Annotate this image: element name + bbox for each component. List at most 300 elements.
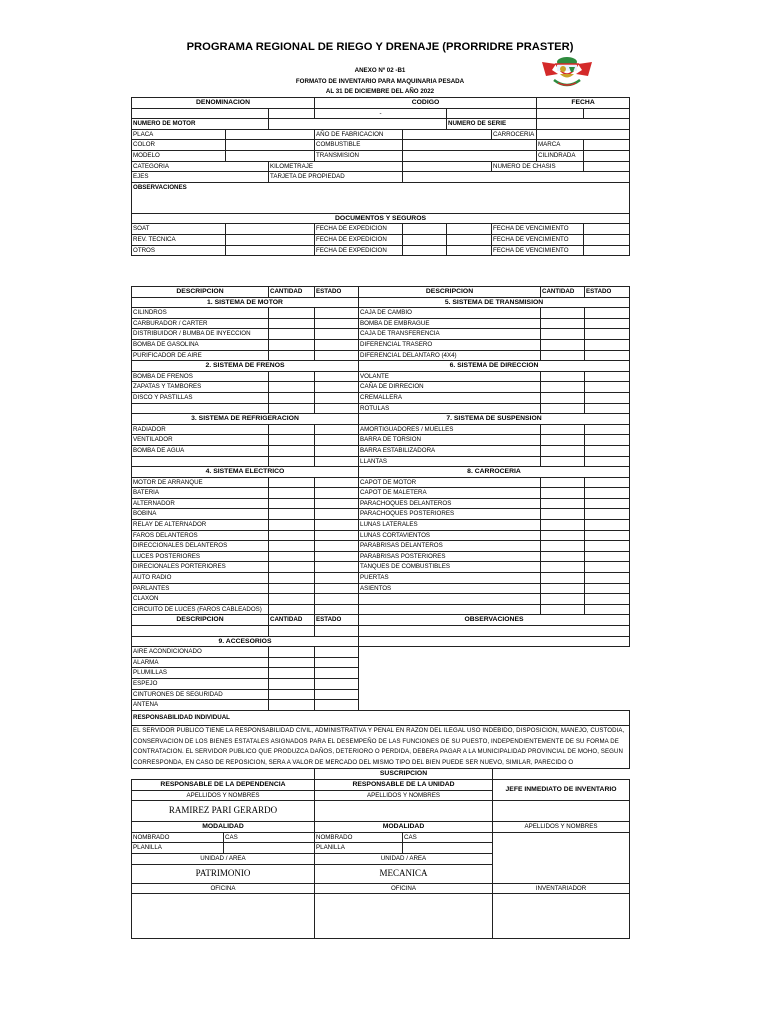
estado-cell[interactable]	[585, 573, 630, 584]
observaciones-cell[interactable]	[359, 647, 630, 658]
cantidad-cell[interactable]	[541, 339, 585, 350]
doc-soat-label: SOAT	[132, 224, 226, 235]
area-value-2[interactable]: MECANICA	[315, 864, 493, 883]
observaciones-cell[interactable]	[359, 678, 630, 689]
observaciones-cell[interactable]	[359, 700, 630, 711]
inventory-item: CILINDROS	[132, 308, 269, 319]
cantidad-cell[interactable]	[541, 424, 585, 435]
estado-cell[interactable]	[315, 318, 359, 329]
inventory-item: DIRECCIONALES DELANTEROS	[132, 541, 269, 552]
estado-cell[interactable]	[585, 329, 630, 340]
estado-cell[interactable]	[315, 541, 359, 552]
denominacion-value[interactable]	[132, 108, 269, 119]
inventory-row	[132, 361, 630, 372]
tarjeta-label: TARJETA DE PROPIEDAD	[269, 172, 403, 183]
inventory-row	[132, 573, 630, 584]
cantidad-cell[interactable]	[269, 382, 315, 393]
inventory-item: CAJA DE CAMBIO	[359, 308, 541, 319]
inventory-item: PARACHOQUES POSTERIORES	[359, 509, 541, 520]
estado-cell[interactable]	[315, 678, 359, 689]
inventory-item: ESPEJO	[132, 678, 269, 689]
estado-cell[interactable]	[315, 700, 359, 711]
inventory-row	[132, 498, 630, 509]
estado-cell[interactable]	[585, 509, 630, 520]
estado-cell[interactable]	[585, 339, 630, 350]
nombrado-label-1: NOMBRADO	[132, 832, 224, 843]
oficina-sign-area-2[interactable]	[315, 894, 493, 939]
oficina-label-2: OFICINA	[315, 883, 493, 894]
responsibility-table	[131, 710, 630, 939]
estado-cell[interactable]	[315, 392, 359, 403]
inventory-row	[132, 297, 630, 308]
estado-cell[interactable]	[315, 456, 359, 467]
accesorio-row	[132, 668, 630, 679]
cantidad-cell[interactable]	[269, 700, 315, 711]
color-value[interactable]	[226, 140, 315, 151]
transmision-label: TRANSMISION	[315, 150, 403, 161]
doc-vencimiento-label: FECHA DE VENCIMIENTO	[492, 234, 584, 245]
estado-cell[interactable]	[315, 350, 359, 361]
cantidad-cell[interactable]	[541, 509, 585, 520]
section-header: 2. SISTEMA DE FRENOS	[132, 361, 359, 372]
cantidad-cell[interactable]	[541, 573, 585, 584]
peru-coat-of-arms-logo	[538, 50, 596, 90]
estado-cell[interactable]	[315, 604, 359, 615]
apellidos-label-3: APELLIDOS Y NOMBRES	[493, 822, 630, 833]
descripcion-header-2: DESCRIPCION	[132, 615, 269, 626]
cantidad-cell[interactable]	[269, 456, 315, 467]
doc-vencimiento-value[interactable]	[584, 234, 630, 245]
inventory-row	[132, 594, 630, 605]
doc-revtecnica-value[interactable]	[226, 234, 315, 245]
doc-expedicion-label: FECHA DE EXPEDICION	[315, 224, 403, 235]
cantidad-cell[interactable]	[269, 339, 315, 350]
cantidad-cell[interactable]	[269, 329, 315, 340]
vehicle-identification-table	[131, 97, 630, 256]
jefe-name[interactable]	[493, 801, 630, 822]
cantidad-cell[interactable]	[541, 562, 585, 573]
cantidad-cell[interactable]	[269, 308, 315, 319]
estado-header: ESTADO	[315, 287, 359, 298]
estado-cell[interactable]	[315, 573, 359, 584]
modelo-label: MODELO	[132, 150, 226, 161]
inventory-item: DIFERENCIAL TRASERO	[359, 339, 541, 350]
cantidad-header: CANTIDAD	[269, 287, 315, 298]
doc-otros-value[interactable]	[226, 245, 315, 256]
cantidad-cell[interactable]	[269, 350, 315, 361]
combustible-value[interactable]	[403, 140, 537, 151]
blank-cell[interactable]	[359, 594, 541, 605]
modalidad-header-1: MODALIDAD	[132, 822, 315, 833]
section-header: 1. SISTEMA DE MOTOR	[132, 297, 359, 308]
anio-fabricacion-label: AÑO DE FABRICACION	[315, 129, 403, 140]
inventory-row	[132, 435, 630, 446]
blank-cell[interactable]	[132, 456, 269, 467]
cantidad-cell[interactable]	[269, 573, 315, 584]
inventory-item: ZAPATAS Y TAMBORES	[132, 382, 269, 393]
estado-cell[interactable]	[315, 647, 359, 658]
modelo-value[interactable]	[226, 150, 315, 161]
cantidad-cell[interactable]	[269, 509, 315, 520]
cantidad-cell[interactable]	[541, 382, 585, 393]
inventory-item: MOTOR DE ARRANQUE	[132, 477, 269, 488]
inventory-item: BATERIA	[132, 488, 269, 499]
estado-cell[interactable]	[315, 530, 359, 541]
estado-cell[interactable]	[585, 445, 630, 456]
blank-cell[interactable]	[132, 403, 269, 414]
inventory-row	[132, 467, 630, 478]
inventory-item: BOMBA DE EMBRAGUE	[359, 318, 541, 329]
inventory-row	[132, 403, 630, 414]
cantidad-cell[interactable]	[541, 456, 585, 467]
cantidad-cell[interactable]	[541, 583, 585, 594]
descripcion-header: DESCRIPCION	[132, 287, 269, 298]
fecha-value-2[interactable]	[584, 108, 630, 119]
numero-serie-label: NUMERO DE SERIE	[447, 119, 537, 130]
inventory-row	[132, 308, 630, 319]
inventory-item: PARACHOQUES DELANTEROS	[359, 498, 541, 509]
section-header: 4. SISTEMA ELECTRICO	[132, 467, 359, 478]
cantidad-cell[interactable]	[269, 445, 315, 456]
estado-cell[interactable]	[585, 562, 630, 573]
cantidad-cell[interactable]	[269, 668, 315, 679]
area-value-1[interactable]: PATRIMONIO	[132, 864, 315, 883]
annex-number: ANEXO Nº 02 -B1	[354, 67, 406, 74]
inventory-row	[132, 392, 630, 403]
accesorios-header-row	[132, 615, 630, 626]
estado-cell[interactable]	[315, 403, 359, 414]
inventory-item: BOBINA	[132, 509, 269, 520]
estado-cell[interactable]	[585, 604, 630, 615]
inventory-item: DISTRIBUIDOR / BUMBA DE INYECCION	[132, 329, 269, 340]
combustible-label: COMBUSTIBLE	[315, 140, 403, 151]
cantidad-cell[interactable]	[541, 530, 585, 541]
estado-cell[interactable]	[315, 488, 359, 499]
estado-header-2: ESTADO	[315, 615, 359, 626]
modalidad-header-2: MODALIDAD	[315, 822, 493, 833]
inventory-item: CIRCUITO DE LUCES (FAROS CABLEADOS)	[132, 604, 269, 615]
cantidad-cell[interactable]	[269, 318, 315, 329]
doc-vencimiento-label: FECHA DE VENCIMIENTO	[492, 245, 584, 256]
transmision-value[interactable]	[403, 150, 537, 161]
doc-expedicion-value[interactable]	[403, 234, 447, 245]
cantidad-header-2: CANTIDAD	[269, 615, 315, 626]
estado-cell[interactable]	[315, 509, 359, 520]
doc-expedicion-value-2[interactable]	[447, 224, 492, 235]
section-header: 8. CARROCERIA	[359, 467, 630, 478]
doc-vencimiento-value[interactable]	[584, 245, 630, 256]
estado-cell[interactable]	[585, 318, 630, 329]
responsable-dependencia-name[interactable]: RAMIREZ PARI GERARDO	[132, 801, 315, 822]
cantidad-cell[interactable]	[269, 371, 315, 382]
resp-dependencia-header: RESPONSABLE DE LA DEPENDENCIA	[132, 779, 315, 790]
cantidad-cell[interactable]	[269, 689, 315, 700]
suscripcion-header: SUSCRIPCION	[315, 769, 493, 780]
cantidad-cell[interactable]	[269, 477, 315, 488]
doc-revtecnica-label: REV. TECNICA	[132, 234, 226, 245]
accesorio-row	[132, 678, 630, 689]
estado-cell[interactable]	[585, 382, 630, 393]
inventory-item: PLUMILLAS	[132, 668, 269, 679]
estado-cell[interactable]	[585, 541, 630, 552]
estado-cell[interactable]	[585, 498, 630, 509]
doc-expedicion-label: FECHA DE EXPEDICION	[315, 245, 403, 256]
inventory-item: PARABRISAS POSTERIORES	[359, 551, 541, 562]
inventory-item: RELAY DE ALTERNADOR	[132, 520, 269, 531]
inventariador-sign-area[interactable]	[493, 832, 630, 883]
estado-cell[interactable]	[315, 594, 359, 605]
inventory-item: AUTO RADIO	[132, 573, 269, 584]
inventory-row	[132, 350, 630, 361]
cantidad-cell[interactable]	[269, 403, 315, 414]
accesorio-row	[132, 657, 630, 668]
inventory-item: ROTULAS	[359, 403, 541, 414]
estado-cell[interactable]	[585, 477, 630, 488]
cantidad-cell[interactable]	[269, 424, 315, 435]
cas-label-2: CAS	[403, 832, 493, 843]
doc-expedicion-label: FECHA DE EXPEDICION	[315, 234, 403, 245]
inventory-row	[132, 541, 630, 552]
codigo-header: CODIGO	[315, 98, 537, 109]
doc-expedicion-value-2[interactable]	[447, 245, 492, 256]
marca-value[interactable]	[584, 140, 630, 151]
estado-cell[interactable]	[585, 551, 630, 562]
cilindrada-value[interactable]	[584, 150, 630, 161]
inventory-row	[132, 551, 630, 562]
estado-cell[interactable]	[315, 435, 359, 446]
estado-cell[interactable]	[585, 424, 630, 435]
inventory-item: CARBURADOR / CARTER	[132, 318, 269, 329]
doc-expedicion-value-2[interactable]	[447, 234, 492, 245]
cantidad-cell[interactable]	[269, 488, 315, 499]
codigo-value[interactable]: -	[315, 108, 447, 119]
inventory-item: CAPOT DE MALETERA	[359, 488, 541, 499]
inventory-item: BOMBA DE AGUA	[132, 445, 269, 456]
inventory-item: DIRECIONALES PORTERIORES	[132, 562, 269, 573]
fecha-value[interactable]	[537, 108, 584, 119]
fecha-header: FECHA	[537, 98, 630, 109]
inventory-item: BOMBA DE GASOLINA	[132, 339, 269, 350]
estado-cell[interactable]	[315, 520, 359, 531]
estado-cell[interactable]	[315, 689, 359, 700]
kilometraje-label: KILOMETRAJE	[269, 161, 403, 172]
observaciones-cell[interactable]	[359, 689, 630, 700]
estado-header-right: ESTADO	[585, 287, 630, 298]
planilla-value-1[interactable]	[224, 843, 315, 854]
cantidad-cell[interactable]	[269, 520, 315, 531]
doc-vencimiento-value[interactable]	[584, 224, 630, 235]
estado-cell[interactable]	[585, 520, 630, 531]
estado-cell[interactable]	[585, 456, 630, 467]
cantidad-cell[interactable]	[541, 318, 585, 329]
accesorio-row	[132, 626, 630, 637]
section-header: 6. SISTEMA DE DIRECCION	[359, 361, 630, 372]
cantidad-cell[interactable]	[541, 371, 585, 382]
observaciones-cell[interactable]	[359, 668, 630, 679]
planilla-value-2[interactable]	[403, 843, 493, 854]
estado-cell[interactable]	[315, 424, 359, 435]
numero-serie-value[interactable]	[537, 119, 630, 130]
observaciones-cell[interactable]	[359, 657, 630, 668]
cantidad-cell[interactable]	[269, 541, 315, 552]
cantidad-cell[interactable]	[541, 477, 585, 488]
estado-cell[interactable]	[315, 371, 359, 382]
cantidad-cell[interactable]	[541, 594, 585, 605]
cantidad-cell[interactable]	[541, 392, 585, 403]
inventory-row	[132, 604, 630, 615]
estado-cell[interactable]	[585, 594, 630, 605]
inventory-item: FAROS DELANTEROS	[132, 530, 269, 541]
denominacion-value-2[interactable]	[269, 108, 315, 119]
cas-label-1: CAS	[224, 832, 315, 843]
doc-expedicion-value[interactable]	[403, 224, 447, 235]
estado-cell[interactable]	[315, 445, 359, 456]
inventory-item: TANQUES DE COMBUSTIBLES	[359, 562, 541, 573]
estado-cell[interactable]	[315, 668, 359, 679]
estado-cell[interactable]	[585, 583, 630, 594]
cantidad-cell[interactable]	[269, 562, 315, 573]
estado-cell[interactable]	[585, 371, 630, 382]
numero-motor-label: NUMERO DE MOTOR	[132, 119, 269, 130]
doc-soat-value[interactable]	[226, 224, 315, 235]
cantidad-cell[interactable]	[541, 498, 585, 509]
estado-cell[interactable]	[315, 382, 359, 393]
inventory-item: LUNAS LATERALES	[359, 520, 541, 531]
observaciones-cell[interactable]	[359, 636, 630, 647]
inventory-item: AIRE ACONDICIONADO	[132, 647, 269, 658]
tarjeta-value[interactable]	[403, 172, 630, 183]
accesorio-row	[132, 636, 630, 647]
estado-cell[interactable]	[315, 583, 359, 594]
kilometraje-value[interactable]	[403, 161, 492, 172]
estado-cell[interactable]	[585, 350, 630, 361]
inventory-row	[132, 583, 630, 594]
documentos-header: DOCUMENTOS Y SEGUROS	[132, 213, 630, 224]
estado-cell[interactable]	[315, 477, 359, 488]
cantidad-cell[interactable]	[541, 435, 585, 446]
estado-cell[interactable]	[315, 329, 359, 340]
estado-cell[interactable]	[315, 498, 359, 509]
inventory-item: ALARMA	[132, 657, 269, 668]
numero-chasis-label: NUMERO DE CHASIS	[492, 161, 584, 172]
cantidad-cell[interactable]	[269, 678, 315, 689]
date-line: AL 31 DE DICIEMBRE DEL AÑO 2022	[325, 88, 435, 95]
inventariador-label: INVENTARIADOR	[493, 883, 630, 894]
cantidad-cell[interactable]	[269, 626, 315, 637]
cantidad-cell[interactable]	[269, 392, 315, 403]
cantidad-cell[interactable]	[541, 551, 585, 562]
inventory-item: CAPOT DE MOTOR	[359, 477, 541, 488]
observaciones-cell[interactable]	[359, 626, 630, 637]
estado-cell[interactable]	[585, 392, 630, 403]
inventory-row	[132, 371, 630, 382]
inventory-item: LUNAS CORTAVIENTOS	[359, 530, 541, 541]
placa-value[interactable]	[226, 129, 315, 140]
estado-cell[interactable]	[315, 562, 359, 573]
inventory-item: PURIFICADOR DE AIRE	[132, 350, 269, 361]
inventory-row	[132, 520, 630, 531]
estado-cell[interactable]	[585, 308, 630, 319]
inventory-row	[132, 382, 630, 393]
cantidad-cell[interactable]	[269, 657, 315, 668]
estado-cell[interactable]	[315, 339, 359, 350]
numero-motor-value[interactable]	[269, 119, 447, 130]
inventory-row	[132, 456, 630, 467]
marca-label: MARCA	[537, 140, 584, 151]
numero-chasis-value[interactable]	[584, 161, 630, 172]
inventory-item: VENTILADOR	[132, 435, 269, 446]
carroceria-value[interactable]	[537, 129, 630, 140]
cantidad-cell[interactable]	[541, 488, 585, 499]
observaciones-header: OBSERVACIONES	[359, 615, 630, 626]
apellidos-label-1: APELLIDOS Y NOMBRES	[132, 790, 315, 801]
cantidad-cell[interactable]	[269, 583, 315, 594]
doc-vencimiento-label: FECHA DE VENCIMIENTO	[492, 224, 584, 235]
estado-cell[interactable]	[315, 626, 359, 637]
cantidad-cell[interactable]	[541, 350, 585, 361]
estado-cell[interactable]	[585, 530, 630, 541]
estado-cell[interactable]	[315, 308, 359, 319]
form-title: PROGRAMA REGIONAL DE RIEGO Y DRENAJE (PRORRIDRE PRASTER)	[186, 41, 574, 53]
inventory-item: ALTERNADOR	[132, 498, 269, 509]
accesorio-row	[132, 700, 630, 711]
oficina-label-1: OFICINA	[132, 883, 315, 894]
cantidad-cell[interactable]	[541, 604, 585, 615]
anio-fabricacion-value[interactable]	[403, 129, 492, 140]
planilla-label-1: PLANILLA	[132, 843, 224, 854]
inventory-row	[132, 530, 630, 541]
inventory-row	[132, 329, 630, 340]
blank-cell[interactable]	[132, 626, 269, 637]
inventory-item: RADIADOR	[132, 424, 269, 435]
cantidad-cell[interactable]	[269, 647, 315, 658]
responsabilidad-text: EL SERVIDOR PUBLICO TIENE LA RESPONSABILIDAD CIVIL, ADMINISTRATIVA Y PENAL EN RAZON DEL ILEGAL USO INDEBIDO, DISPOSICION, MANEJO, CUSTODIA, CONSERVACION DE LOS BIENES ESTATALES ASIGNADOS PARA EL DESEMPEÑO DE LAS FUNCIONES DE SU PUESTO, INDEPENDIENTEMENTE DE SU FORMA DE CONTRATACION. EL SERVIDOR PUBLICO QUE PRODUZCA DAÑOS, DETERIORO O PERDIDA, DEBERA PAGAR A LA MUNICIPALIDAD PROVINCIAL DE MOHO, SEGUN CORRESPONDA, EN CASO DE REPOSICION, SERA A VALOR DE MERCADO DEL MISMO TIPO DEL BIEN PUEDE SER NUEVO, SIMILAR, PARECIDO O	[132, 726, 630, 769]
cantidad-cell[interactable]	[541, 445, 585, 456]
inventory-item: ASIENTOS	[359, 583, 541, 594]
doc-expedicion-value[interactable]	[403, 245, 447, 256]
inventory-row	[132, 445, 630, 456]
estado-cell[interactable]	[585, 488, 630, 499]
inventory-item: ANTENA	[132, 700, 269, 711]
inventariador-sign-box[interactable]	[493, 894, 630, 939]
estado-cell[interactable]	[315, 551, 359, 562]
cantidad-cell[interactable]	[269, 551, 315, 562]
cantidad-cell[interactable]	[541, 308, 585, 319]
estado-cell[interactable]	[585, 403, 630, 414]
doc-otros-label: OTROS	[132, 245, 226, 256]
cantidad-cell[interactable]	[541, 329, 585, 340]
inventory-row	[132, 488, 630, 499]
codigo-value-2[interactable]	[447, 108, 537, 119]
estado-cell[interactable]	[585, 435, 630, 446]
cantidad-cell[interactable]	[269, 435, 315, 446]
cantidad-cell[interactable]	[541, 541, 585, 552]
responsable-unidad-name[interactable]	[315, 801, 493, 822]
apellidos-label-2: APELLIDOS Y NOMBRES	[315, 790, 493, 801]
inventory-item: PARABRISAS DELANTEROS	[359, 541, 541, 552]
accesorio-row	[132, 647, 630, 658]
estado-cell[interactable]	[315, 657, 359, 668]
cantidad-cell[interactable]	[269, 498, 315, 509]
cantidad-cell[interactable]	[541, 403, 585, 414]
color-label: COLOR	[132, 140, 226, 151]
oficina-sign-area-1[interactable]	[132, 894, 315, 939]
cantidad-cell[interactable]	[541, 520, 585, 531]
cantidad-cell[interactable]	[269, 530, 315, 541]
blank-cell[interactable]	[359, 604, 541, 615]
cantidad-cell[interactable]	[269, 594, 315, 605]
cantidad-cell[interactable]	[269, 604, 315, 615]
